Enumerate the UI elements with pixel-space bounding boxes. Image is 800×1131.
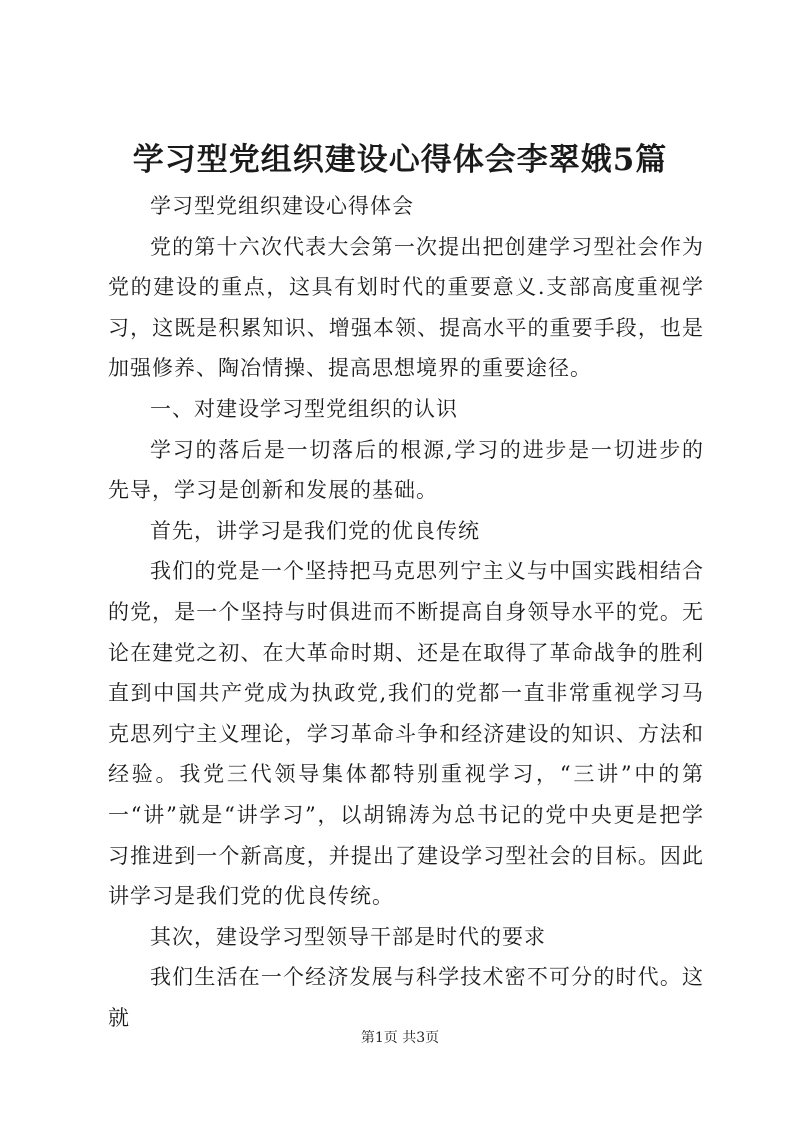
section-heading: 一、对建设学习型党组织的认识	[150, 396, 458, 421]
body-paragraph: 党的第十六次代表大会第一次提出把创建学习型社会作为党的建设的重点，这具有划时代的重要意义.支部高度重视学习，这既是积累知识、增强本领、提高水平的重要手段，也是加强修养、陶冶情操、提高思想境界的重要途径。	[108, 234, 704, 381]
section-heading: 学习型党组织建设心得体会	[150, 194, 414, 218]
body-paragraph: 我们的党是一个坚持把马克思列宁主义与中国实践相结合的党，是一个坚持与时俱进而不断提高自身领导水平的党。无论在建党之初、在大革命时期、还是在取得了革命战争的胜利直到中国共产党成为执政党,我们的党都一直非常重视学习马克思列宁主义理论，学习革命斗争和经济建设的知识、方法和经验。我党三代领导集体都特别重视学习，“三讲”中的第一“讲”就是“讲学习”，以胡锦涛为总书记的党中央更是把学习推进到一个新高度，并提出了建设学习型社会的目标。因此讲学习是我们党的优良传统。	[108, 559, 704, 909]
document-body	[108, 186, 704, 1038]
section-heading: 首先，讲学习是我们党的优良传统	[150, 518, 480, 543]
body-paragraph: 学习的落后是一切落后的根源,学习的进步是一切进步的先导，学习是创新和发展的基础。	[108, 437, 704, 503]
section-heading: 其次，建设学习型领导干部是时代的要求	[150, 924, 546, 949]
document-title: 学习型党组织建设心得体会李翠娥5篇	[132, 142, 668, 178]
page-number-footer: 第1页 共3页	[360, 1030, 440, 1046]
body-paragraph: 我们生活在一个经济发展与科学技术密不可分的时代。这就	[108, 965, 704, 1030]
